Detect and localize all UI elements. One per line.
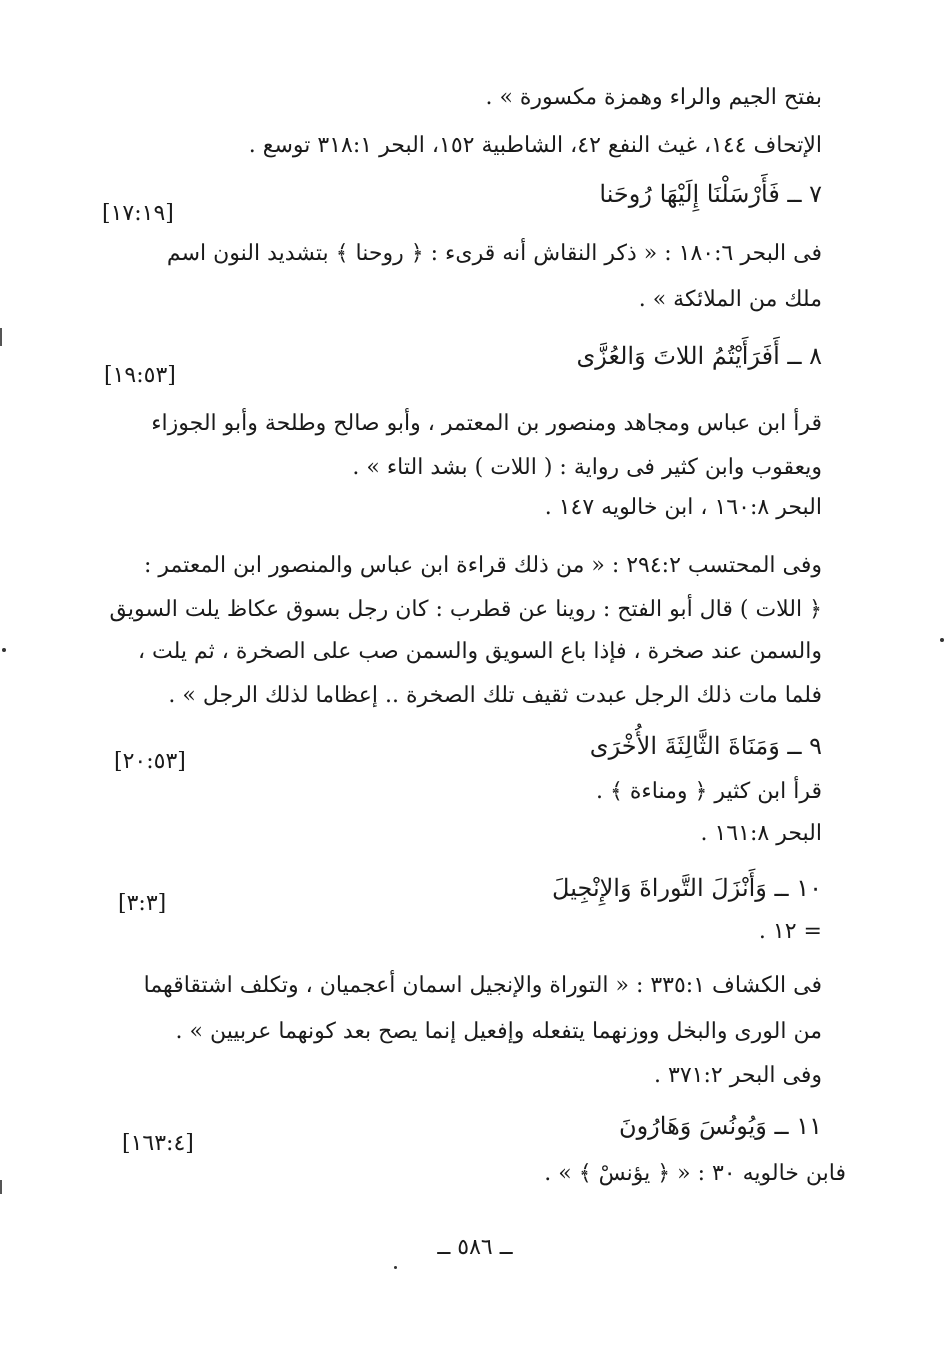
text-line: وفى البحر ٣٧١:٢ . [654, 1063, 822, 1088]
page-number: ــ ٥٨٦ ــ [437, 1235, 513, 1260]
text-line: ويعقوب وابن كثير فى رواية : ( اللات ) بشد التاء » . [352, 455, 822, 480]
verse-reference: [١٦٣:٤] [122, 1131, 194, 1156]
scan-margin-dot [940, 638, 944, 642]
scan-margin-dot [2, 648, 6, 652]
text-line: الإتحاف ١٤٤، غيث النفع ٤٢، الشاطبية ١٥٢، البحر ٣١٨:١ توسع . [248, 133, 822, 158]
text-line: فلما مات ذلك الرجل عبدت ثقيف تلك الصخرة .. إعظاما لذلك الرجل » . [168, 683, 822, 708]
entry-heading: ٧ ــ فَأَرْسَلْنَا إِلَيْهَا رُوحَنا [599, 180, 822, 208]
verse-reference: [٢٠:٥٣] [114, 749, 186, 774]
scan-speck [394, 1266, 397, 1269]
entry-heading: ٨ ــ أَفَرَأَيْتُمُ اللاتَ وَالعُزَّى [576, 342, 822, 370]
text-line: قرأ ابن عباس ومجاهد ومنصور بن المعتمر ، وأبو صالح وطلحة وأبو الجوزاء [151, 411, 822, 436]
text-line: فابن خالويه ٣٠ : « ﴿ يؤنسْ ﴾ » . [544, 1161, 846, 1186]
text-line: والسمن عند صخرة ، فإذا باع السويق والسمن صب على الصخرة ، ثم يلت ، [137, 639, 822, 664]
text-line: البحر ١٦٠:٨ ، ابن خالويه ١٤٧ . [544, 495, 822, 520]
verse-reference: [١٧:١٩] [102, 201, 174, 226]
text-line: من الورى والبخل ووزنهما يتفعله وإفعيل إنما يصح بعد كونهما عربيين » . [175, 1019, 822, 1044]
entry-heading: ٩ ــ وَمَنَاةَ الثَّالِثَةَ الأُخْرَى [589, 732, 822, 760]
scan-margin-mark [0, 1180, 2, 1194]
text-line: فى البحر ١٨٠:٦ : « ذكر النقاش أنه قرىء : ﴿ روحنا ﴾ بتشديد النون اسم [166, 241, 822, 266]
text-line: ﴿ اللات ) قال أبو الفتح : روينا عن قطرب : كان رجل بسوق عكاظ يلت السويق [109, 597, 822, 622]
text-line: البحر ١٦١:٨ . [700, 821, 822, 846]
entry-heading: ١١ ــ وَيُونُسَ وَهَارُونَ [618, 1112, 822, 1140]
text-line: وفى المحتسب ٢٩٤:٢ : « من ذلك قراءة ابن عباس والمنصور ابن المعتمر : [144, 553, 822, 578]
text-line: ملك من الملائكة » . [638, 287, 822, 312]
scan-margin-mark [0, 328, 2, 346]
text-line: قرأ ابن كثير ﴿ ومناءة ﴾ . [596, 779, 822, 804]
entry-heading: ١٠ ــ وَأَنْزَلَ التَّوراةَ وَالإِنْجِيلَ [552, 874, 822, 902]
text-line: = ١٢ . [758, 919, 822, 944]
text-line: بفتح الجيم والراء وهمزة مكسورة » . [485, 85, 822, 110]
verse-reference: [١٩:٥٣] [104, 363, 176, 388]
text-line: فى الكشاف ٣٣٥:١ : « التوراة والإنجيل اسمان أعجميان ، وتكلف اشتقاقهما [143, 973, 822, 998]
verse-reference: [٣:٣] [118, 891, 167, 916]
